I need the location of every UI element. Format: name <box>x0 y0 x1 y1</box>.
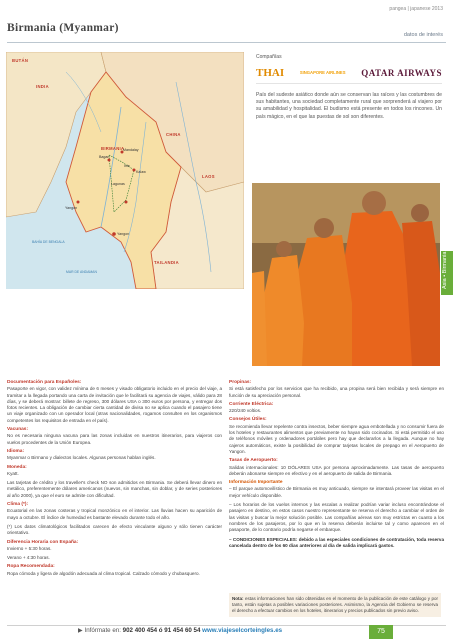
singapore-airlines-logo: SINGAPORE AIRLINES <box>299 69 346 75</box>
page-number: 75 <box>369 625 393 639</box>
section-text: Ropa cómoda y ligera de algodón adecuada al clima tropical. Calzado cómodo y chubasquero. <box>7 570 200 576</box>
section-heading: Consejos Útiles: <box>229 417 267 423</box>
map-city: Kalaw <box>136 170 146 174</box>
map-label-country: TAILANDIA <box>154 260 179 265</box>
footer-contact <box>78 627 282 634</box>
section-text: – El parque automovilístico de Birmania es muy anticuado, siempre se intentará proveer las visitas en el mejor vehículo disponible. <box>229 486 444 498</box>
section-heading: Moneda: <box>7 464 27 470</box>
map-sea-label: BAHÍA DE BENGALA <box>32 240 65 244</box>
carrier-logos <box>256 63 442 84</box>
section-text: 220/240 voltios. <box>229 408 262 414</box>
map-label-country: LAOS <box>202 174 215 179</box>
section-text: Se recomienda llevar repelente contra insectos, beber siempre agua embotellada y no consumir fuera de los hoteles y restaurantes alimentos que previamente no hayan sido cocinados. Si está permitido el uso de teléfonos móviles y ordenadores portátiles pero hay que declararlos a la llegada. Aunque no hay cajeros automáticos, existe la posibilidad de comprar tarjetas locales de prepago en el Aeropuerto de Yangon. <box>229 423 444 454</box>
map-city: Yangon <box>117 232 130 236</box>
footer-prefix: ▶ Infórmate en: <box>78 627 121 634</box>
section-text: Verano + 4:30 horas. <box>7 555 50 561</box>
section-heading: Tasas de Aeropuerto: <box>229 458 278 464</box>
section-text: Pasaporte en vigor, con validez mínima de 6 meses y visado obligatorio incluido en el precio del viaje, a tramitar a la llegada portando una carta de invitación que le facilitará su agencia de viajes, válido para 28 días, y se deberá mostrar: billete de regreso, 300 dólares USA o 300 euros por persona, y entregar dos fotos recientes. La obligación de cambiar cierta cantidad de divisa no se aplica cuando el pasajero tiene un viaje organizado con un operador local (otras nacionalidades, rogamos consulten en los organismos competentes los requisitos de entrada en el país). <box>7 386 222 423</box>
info-column-right <box>229 380 444 552</box>
header-divider <box>7 42 446 43</box>
map-city: Bagan <box>99 155 110 159</box>
intro-paragraph: País del sudeste asiático donde aún se conservan las raíces y las costumbres de sus habitantes, una sociedad completamente rural que sorprenderá al viajero por su amabilidad y hospitalidad. El budismo está presente en todos los rincones. Un país mágico, en el que las puestas de sol son diferentes. <box>256 92 442 120</box>
section-heading: Vacunas: <box>7 427 29 433</box>
section-heading: Documentación para Españoles: <box>7 380 82 385</box>
monks-photo-graphic <box>252 183 440 366</box>
section-text: (*) Los datos climatológicos facilitados carecen de efecto vinculante alguno y sólo tienen carácter orientativo. <box>7 523 222 536</box>
section-text: Invierno + 5:30 horas. <box>7 545 52 551</box>
section-heading: Diferencia Horaria con España: <box>7 539 79 545</box>
section-text: No es necesaria ninguna vacuna para las zonas incluidas en nuestros itinerarios, para viajeros con vuelos procedentes de la Unión Europea. <box>7 433 222 445</box>
phone-numbers: 902 400 454 ó 91 454 60 54 <box>122 627 201 634</box>
section-text: Salidas internacionales: 10 DÓLARES USA por persona aproximadamente. Las tasas de aeropuerto deberán abonarse siempre en efectivo y en el aeropuerto de salida de Birmania. <box>229 464 444 476</box>
note-label: Nota: <box>232 596 244 601</box>
side-tab-label: Asia • Birmania <box>442 251 448 289</box>
monks-photo <box>252 183 440 366</box>
section-text: Si está satisfecho por los servicios que ha recibido, una propina será bien recibida y será siempre en función de su apreciación personal. <box>229 386 444 398</box>
map-city: Inle <box>124 164 130 168</box>
section-side-tab <box>441 251 453 295</box>
map-city: Mandalay <box>123 148 139 152</box>
map-label-country: BIRMANIA <box>101 146 125 151</box>
map-city: Yangon <box>65 206 78 210</box>
info-column-left <box>7 380 222 580</box>
map-label-country: BUTÁN <box>12 58 29 63</box>
note-text: estas informaciones han sido obtenidas en el momento de la publicación de este catálogo y por tanto, están sujetas a posibles variaciones posteriores. Asimismo, la Agencia del Gobierno se reserva el derecho a efectuar cambios en los hoteles, itinerarios y precios publicados sin previo aviso. <box>232 596 438 613</box>
qatar-airways-logo: QATAR AIRWAYS <box>361 68 442 78</box>
map-label-country: INDIA <box>36 84 49 89</box>
section-text: Kyatt. <box>7 470 19 476</box>
section-subtitle: datos de interés <box>403 32 443 38</box>
disclaimer-note <box>229 593 441 617</box>
map-sea-label: MAR DE ANDAMAN <box>66 270 97 274</box>
section-heading: Corriente Eléctrica: <box>229 401 274 407</box>
page-title: Birmania (Myanmar) <box>7 22 119 34</box>
section-heading: Idioma: <box>7 448 25 454</box>
map-city: Lagunas <box>111 182 125 186</box>
website-link[interactable]: www.viajeselcorteingles.es <box>202 627 283 634</box>
section-heading: Clima (*): <box>7 502 29 508</box>
section-text: Ecuatorial en las zonas costeras y tropical monzónico en el interior. Las lluvias hacen su aparición de mayo a octubre. El índice de humedad es bastante elevado durante todo el año. <box>7 508 222 520</box>
section-heading: Ropa Recomendada: <box>7 564 55 570</box>
section-text: Las tarjetas de crédito y los traveller's check NO son admitidos en Birmania. Se deberá llevar dinero en metálico, preferentemente dólares americanos (nuevos, sin manchas, sin doblar, y de series posteriores al año 2000), ya que el euro se admite con dificultad. <box>7 480 222 498</box>
section-text: – CONDICIONES ESPECIALES: debido a las especiales condiciones de contratación, toda reserva cancelada dentro de los 60 días anteriores al día de salida implicará gastos. <box>229 536 444 548</box>
map-label-country: CHINA <box>166 132 181 137</box>
section-text: – Los horarios de los vuelos internos y las escalas a realizar podrían variar incluso encontrándose el pasajero en destino, en estos casos nuestro representante se reserva el derecho a cambiar el orden de las visitas y buscar la mejor solución posible. Las compañías aéreas son muy estrictas en cuanto a los nombres de los pasajeros, por lo que en la reserva deberán incluirse tal y como aparecen en el pasaporte, de lo contrario podría negarse el embarque. <box>229 502 444 533</box>
thai-logo: THAI <box>256 67 285 79</box>
carriers-label: Compañías <box>256 54 282 60</box>
section-heading: Propinas: <box>229 380 252 385</box>
section-heading: Información Importante <box>229 480 283 486</box>
section-text: Myanmar o Birmano y dialectos locales. Algunas personas hablan inglés. <box>7 455 156 461</box>
header-meta: pangea | japanese 2013 <box>389 6 443 12</box>
country-map <box>6 52 244 289</box>
